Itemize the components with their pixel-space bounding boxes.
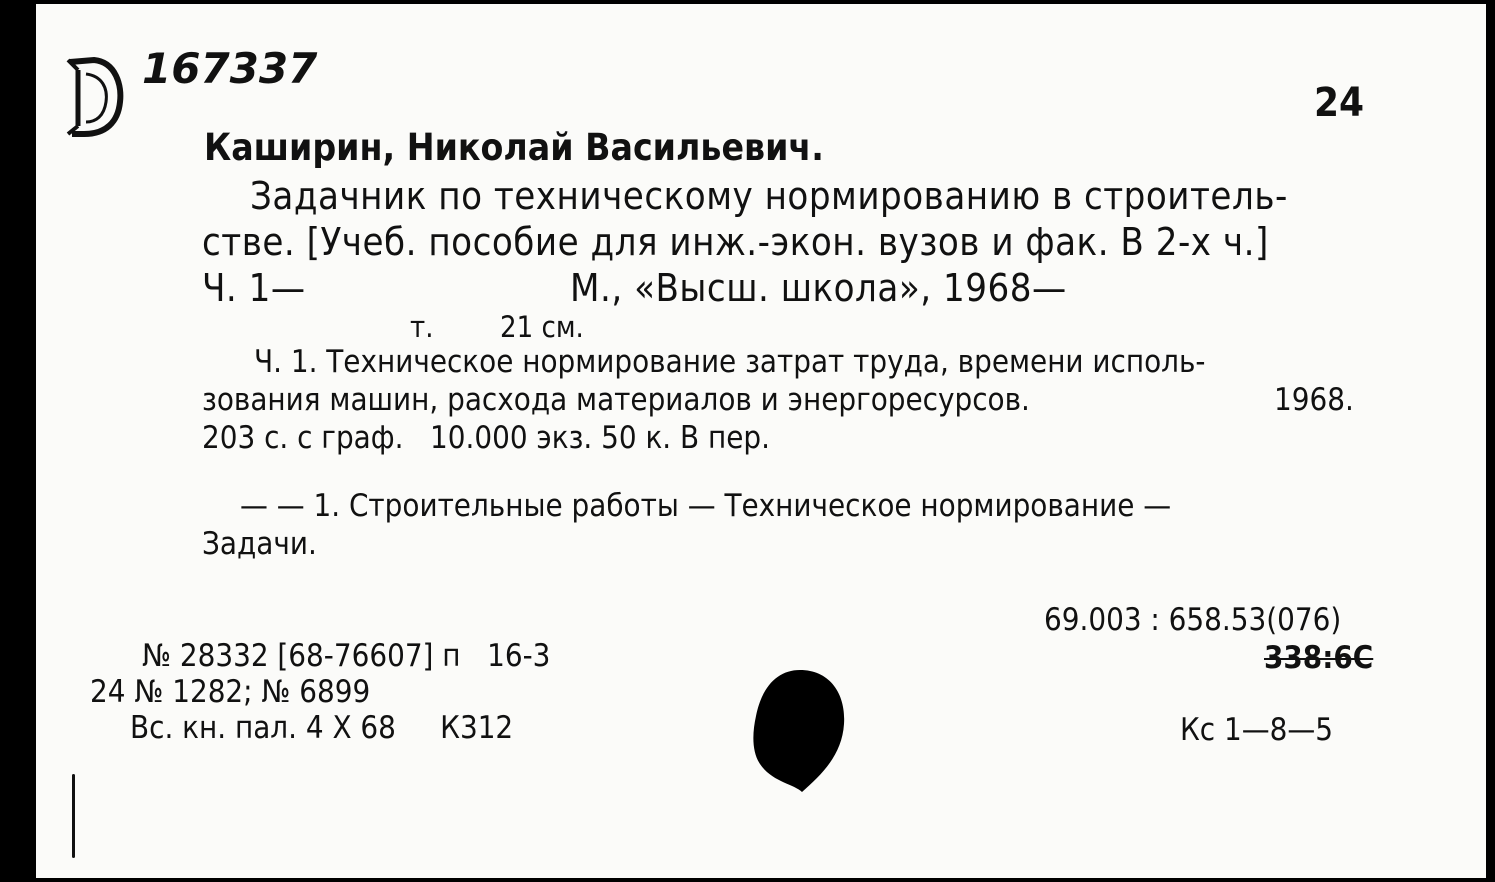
- handwritten-number: 167337: [142, 44, 318, 93]
- part1-year: 1968.: [1274, 382, 1354, 418]
- punched-hole: [750, 664, 850, 796]
- size-cm: 21 см.: [500, 310, 584, 344]
- udc-code: 69.003 : 658.53(076): [1044, 602, 1342, 638]
- pen-mark: [72, 774, 75, 858]
- author-heading: Каширин, Николай Васильевич.: [204, 126, 824, 169]
- subject-line-1: — — 1. Строительные работы — Техническое нормирование —: [240, 488, 1172, 524]
- title-line-1: Задачник по техническому нормированию в строитель-: [250, 174, 1288, 218]
- subject-line-2: Задачи.: [202, 526, 317, 562]
- record-line-2: 24 № 1282; № 6899: [90, 674, 371, 710]
- stamp-d-icon: [64, 56, 126, 138]
- part1-line-2: зования машин, расхода материалов и энергоресурсов.: [202, 382, 1030, 418]
- record-line-3: Вс. кн. пал. 4 X 68 К312: [130, 710, 514, 746]
- classification-code: Кс 1—8—5: [1180, 712, 1334, 748]
- part1-line-3: 203 с. с граф. 10.000 экз. 50 к. В пер.: [202, 420, 770, 456]
- part-label: Ч. 1—: [202, 266, 306, 310]
- catalog-card: [36, 4, 1486, 878]
- page-number: 24: [1314, 80, 1365, 126]
- size-t: т.: [410, 310, 434, 344]
- udc-struck-code: 338:6С: [1264, 640, 1374, 676]
- part1-line-1: Ч. 1. Техническое нормирование затрат труда, времени исполь-: [254, 344, 1206, 380]
- title-line-2: стве. [Учеб. пособие для инж.-экон. вузов и фак. В 2-х ч.]: [202, 220, 1269, 264]
- record-line-1: № 28332 [68-76607] п 16-3: [142, 638, 551, 674]
- imprint: М., «Высш. школа», 1968—: [570, 266, 1067, 310]
